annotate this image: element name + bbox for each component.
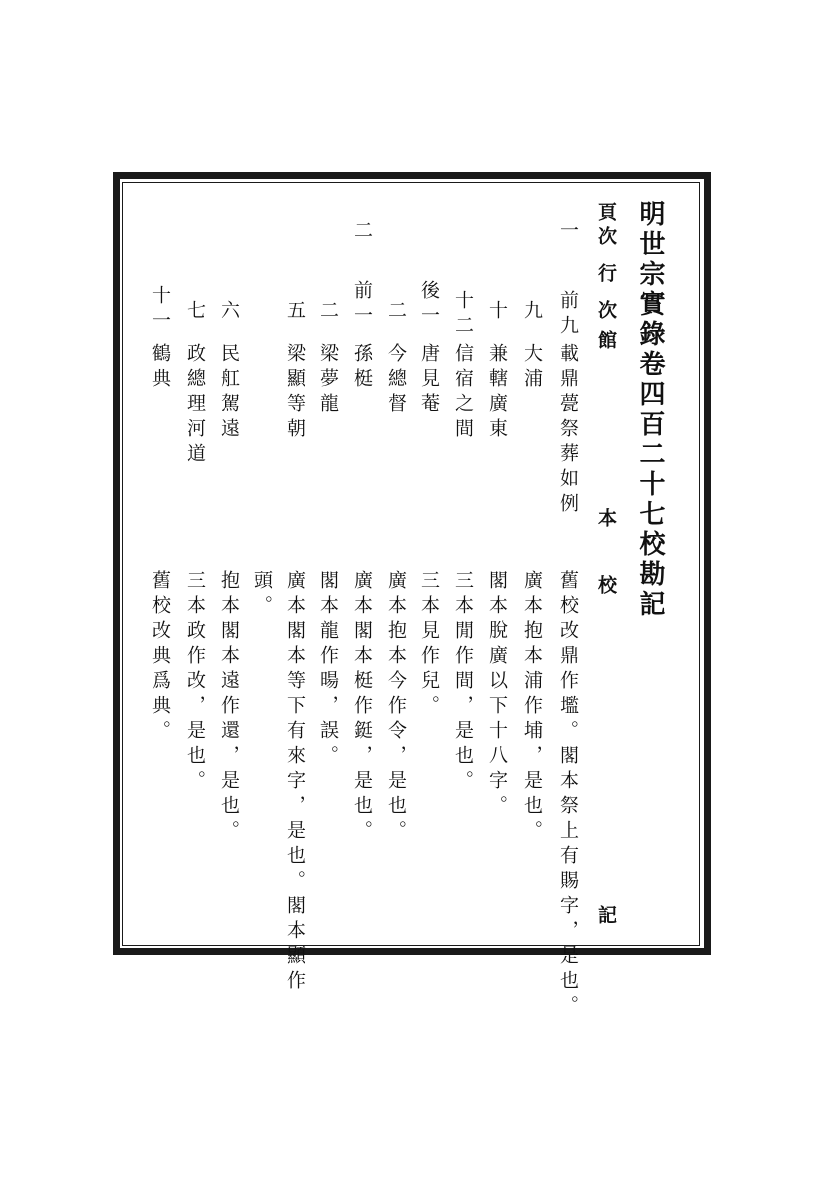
header-jiao: 校 <box>595 575 617 600</box>
header-page-ci: 次 <box>595 226 617 251</box>
entry-note: 閣本龍作暘，誤。 <box>317 570 339 770</box>
entry-text: 孫梃 <box>351 343 373 393</box>
entry-line: 九 <box>521 300 543 325</box>
header-ji: 記 <box>595 905 617 930</box>
entry-note: 三本閒作間，是也。 <box>452 570 474 795</box>
entry-text: 大浦 <box>521 343 543 393</box>
entry-text: 鶴典 <box>149 343 171 393</box>
entry-note: 三本政作改，是也。 <box>184 570 206 795</box>
entry-text: 唐見菴 <box>418 343 440 418</box>
header-heading: 館 <box>595 330 617 355</box>
entry-note: 舊校改典爲典。 <box>149 570 171 745</box>
entry-line: 前一 <box>351 280 373 330</box>
entry-line: 五 <box>284 300 306 325</box>
entry-note-continuation: 頭。 <box>251 570 273 620</box>
entry-page: 二 <box>351 220 373 245</box>
entry-text: 載鼎甍祭葬如例 <box>557 343 579 518</box>
header-line: 行 <box>595 263 617 288</box>
entry-text: 兼轄廣東 <box>486 343 508 443</box>
entry-text: 民舡駕遠 <box>218 343 240 443</box>
entry-note: 廣本閣本梃作鋌，是也。 <box>351 570 373 845</box>
entry-line: 後一 <box>418 280 440 330</box>
entry-line: 二 <box>317 300 339 325</box>
entry-line: 二 <box>385 300 407 325</box>
entry-text: 今總督 <box>385 343 407 418</box>
document-title: 明世宗實錄卷四百二十七校勘記 <box>635 200 665 620</box>
entry-line: 十一 <box>149 285 171 335</box>
entry-text: 政總理河道 <box>184 343 206 468</box>
header-heading-ci: 次 <box>595 300 617 325</box>
entry-note: 廣本抱本浦作埔，是也。 <box>521 570 543 845</box>
entry-text: 梁顯等朝 <box>284 343 306 443</box>
entry-note: 廣本閣本等下有來字，是也。閣本顯作 <box>284 570 306 995</box>
entry-line: 六 <box>218 300 240 325</box>
header-ben: 本 <box>595 508 617 533</box>
entry-line: 十二 <box>452 290 474 340</box>
entry-note: 抱本閣本遠作還，是也。 <box>218 570 240 845</box>
entry-text: 信宿之間 <box>452 343 474 443</box>
entry-line: 前九 <box>557 290 579 340</box>
entry-text: 梁夢龍 <box>317 343 339 418</box>
entry-line: 十 <box>486 300 508 325</box>
inner-border <box>122 182 700 946</box>
header-page: 頁 <box>595 202 617 227</box>
entry-note: 三本見作兒。 <box>418 570 440 720</box>
entry-note: 廣本抱本今作令，是也。 <box>385 570 407 845</box>
entry-note: 閣本脫廣以下十八字。 <box>486 570 508 820</box>
entry-line: 七 <box>184 300 206 325</box>
entry-note: 舊校改鼎作壏。閣本祭上有賜字，是也。 <box>557 570 579 1020</box>
entry-page: 一 <box>557 220 579 245</box>
